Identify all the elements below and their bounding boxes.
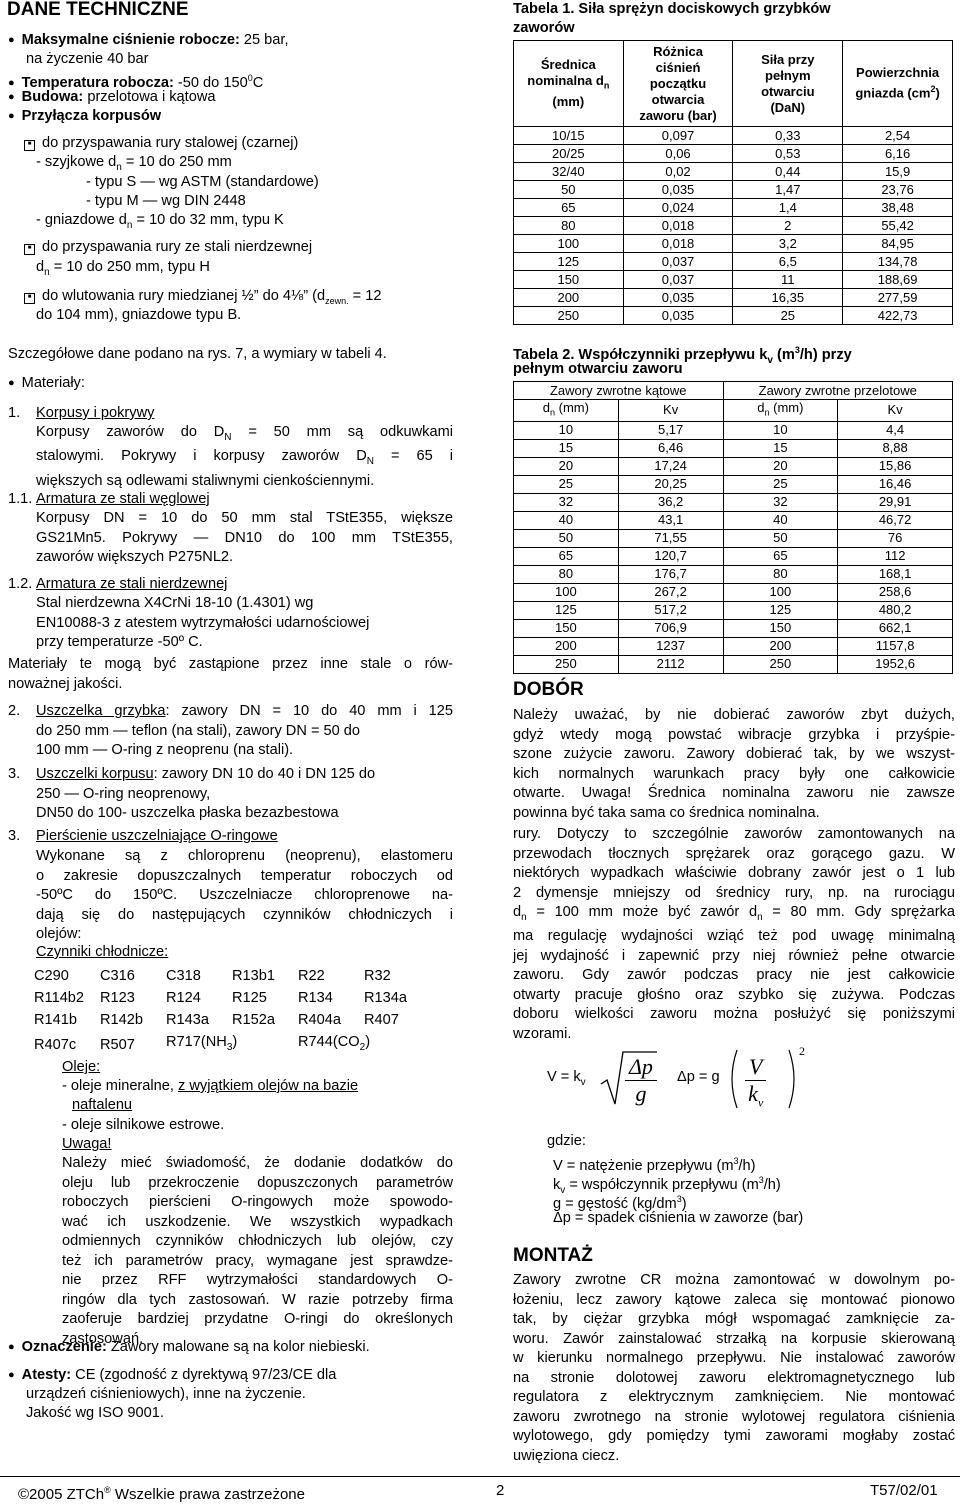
marking: ● Oznaczenie: Zawory malowane są na kolor niebieski. (8, 1338, 370, 1359)
table-cell: 65 (723, 547, 838, 565)
footer (0, 1476, 960, 1504)
table-cell: 50 (723, 529, 838, 547)
where-label: gdzie: (547, 1133, 586, 1149)
table-cell: 80 (723, 565, 838, 583)
table-cell: 15 (514, 439, 619, 457)
def-g: g = gęstość $(kg/dm^3)$ (553, 1194, 687, 1212)
table-cell: 4,4 (838, 421, 953, 439)
table2-body (514, 421, 953, 673)
table-cell: 0,035 (623, 307, 733, 325)
table-cell: 1157,8 (838, 637, 953, 655)
m11-num: 1.1. (8, 491, 33, 507)
table-cell: 50 (514, 181, 624, 199)
table-cell: 43,1 (618, 511, 723, 529)
table-cell: 100 (514, 583, 619, 601)
table-cell: 277,59 (843, 289, 953, 307)
table-cell: 8,88 (838, 439, 953, 457)
oils-title: Oleje: (62, 1059, 101, 1075)
table2-group-angle: Zawory zwrotne kątowe (514, 382, 724, 400)
oils-line-1: - oleje mineralne, z wyjątkiem olejów na bazie (62, 1078, 359, 1094)
mounting-text: Zawory zwrotne CR można zamontować w dowolnym po- łożeniu, lecz zawory kątowe zaleca się montować pionowo tak, by ciężar grzybka mógł wspomagać zamknięcie za- woru. Zawór zainstalować strzałką na korpusie skierowaną w kierunku normalnego przepływu. Nie instalować zaworów na stronie dolotowej zaworu elektromagnetycznego lub regulatora z elektrycznym zamknięciem. Nie montować zaworu zwrotnego na stronie wylotowej regulatora ciśnienia wylotowego, gdy pomiędzy tymi zaworami mogłaby zostać uwięziona ciecz. (513, 1272, 955, 1464)
table1-header-pressure: Różnica ciśnień początku otwarcia zaworu (bar) (623, 41, 733, 127)
s3-num: 3. (8, 766, 21, 782)
spec-max-pressure: ● Maksymalne ciśnienie robocze: 25 bar, (8, 31, 289, 52)
table-cell: 0,018 (623, 235, 733, 253)
table-cell: 32/40 (514, 163, 624, 181)
table-cell: 188,69 (843, 271, 953, 289)
table-cell: 100 (514, 235, 624, 253)
table1-row (514, 127, 953, 145)
m12-num: 1.2. (8, 576, 33, 592)
formula-exp: 2 (799, 1044, 805, 1058)
table1-header-row (514, 41, 953, 127)
table-cell: 0,06 (623, 145, 733, 163)
table-cell: 100 (723, 583, 838, 601)
conn-nest: - gniazdowe $d_n = 10$ do 32 mm, typu K (36, 212, 284, 231)
table-cell: 16,35 (733, 289, 843, 307)
table-cell: 50 (514, 529, 619, 547)
s2-num: 2. (8, 703, 21, 719)
conn-type-m: - typu M — wg DIN 2448 (86, 193, 246, 209)
table2-row (514, 565, 953, 583)
table1-row (514, 253, 953, 271)
table-cell: 1,47 (733, 181, 843, 199)
table-cell: 1952,6 (838, 655, 953, 673)
footer-doc-code: T57/02/01 (870, 1482, 938, 1499)
table1-row (514, 181, 953, 199)
table-cell: 17,24 (618, 457, 723, 475)
table-cell: 0,037 (623, 253, 733, 271)
table-cell: 84,95 (843, 235, 953, 253)
table1-body (514, 127, 953, 325)
conn-socket: - szyjkowe $d_n = 10$ do 250 mm (36, 154, 232, 173)
page-title: DANE TECHNICZNE (7, 0, 189, 20)
table2-row (514, 529, 953, 547)
table-cell: 38,48 (843, 199, 953, 217)
m11-title: Armatura ze stali węglowej (36, 491, 210, 507)
note-text: Należy mieć świadomość, że dodanie dodatków do oleju lub przekroczenie dopuszczonych parametrów roboczych pierścieni O-ringowych może spowodo- wać ich uszkodzenie. We wszystkich wypadkach odmiennych czynników chłodniczych lub olejów, czy też ich parametrów pracy, wymagane jest sprawdze- nie przez RFF wytrzymałości standardowych O- ringów dla tych zastosowań. W razie potrzeby firma zaoferuje bardziej przydatne O-ringi do określonych zastosowań. (62, 1155, 453, 1347)
table-cell: 10/15 (514, 127, 624, 145)
s3-text: Uszczelki korpusu: zawory DN 10 do 40 i DN 125 do 250 — O-ring neoprenowy, DN50 do 100- uszczelka płaska bezazbestowa (36, 766, 376, 821)
table-cell: 250 (723, 655, 838, 673)
table-cell: 80 (514, 217, 624, 235)
table-cell: 0,024 (623, 199, 733, 217)
table-cell: 76 (838, 529, 953, 547)
table-cell: 176,7 (618, 565, 723, 583)
table-cell: 65 (514, 547, 619, 565)
table2-row (514, 493, 953, 511)
table-cell: 250 (514, 307, 624, 325)
table1-row (514, 235, 953, 253)
table-cell: 20,25 (618, 475, 723, 493)
table-cell: 32 (514, 493, 619, 511)
table-cell: 20 (514, 457, 619, 475)
table-cell: 46,72 (838, 511, 953, 529)
footer-copyright: ©2005 ZTCh® Wszelkie prawa zastrzeżone (18, 1485, 305, 1503)
table2-row (514, 583, 953, 601)
def-kv: $k_v$ = współczynnik przepływu $(m^3/h)$ (553, 1175, 781, 1196)
table2-row (514, 547, 953, 565)
table-cell: 55,42 (843, 217, 953, 235)
s2-text: Uszczelka grzybka: zawory DN = 10 do 40 mm i 125 do 250 mm — teflon (na stali), zawory DN = 50 do 100 mm — O-ring z neoprenu (na stali). (36, 703, 453, 758)
table-cell: 0,097 (623, 127, 733, 145)
table-cell: 267,2 (618, 583, 723, 601)
footer-page-number: 2 (496, 1482, 505, 1499)
table1-header-diameter: Średnica nominalna $d_n$ (mm) (514, 41, 624, 127)
table-cell: 0,33 (733, 127, 843, 145)
table2-row (514, 421, 953, 439)
table-cell: 134,78 (843, 253, 953, 271)
table-cell: 23,76 (843, 181, 953, 199)
table1-header-area: Powierzchnia gniazda $(cm^2)$ (843, 41, 953, 127)
table1-header-force: Siła przy pełnym otwarciu (DaN) (733, 41, 843, 127)
refrigerants-title: Czynniki chłodnicze: (36, 944, 169, 960)
formulas (547, 1046, 947, 1112)
formula-flow: $V = k_v$ (547, 1069, 586, 1088)
m12-title: Armatura ze stali nierdzewnej (36, 576, 228, 592)
table1 (513, 40, 953, 325)
s4-text: Wykonane są z chloroprenu (neoprenu), elastomeru o zakresie dopuszczalnych temperatur roboczych od -50ºC do 150ºC. Uszczelniacze chloroprenowe na- dają się do następujących czynników chłodniczych i olejów: (36, 848, 453, 942)
table-cell: 25 (723, 475, 838, 493)
table-cell: 0,035 (623, 289, 733, 307)
table-cell: 0,44 (733, 163, 843, 181)
table-cell: 25 (514, 475, 619, 493)
selection-text-2: rury. Dotyczy to szczególnie zaworów zamontowanych na przewodach tłocznych sprężarek oraz gorącego gazu. W niektórych wypadkach właściwie dobrany zawór jest o 1 lub 2 dymensje mniejszy od średnicy rury, np. na rurociągu $d_n = 100$ mm może być zawór $d_n = 80$ mm. Gdy sprężarka ma regulację wydajności wziąć też pod uwagę minimalną jej wydajność i zapewnić przy niej również pełne otwarcie zaworu. Gdy zawór podczas pracy nie jest całkowicie otwarty pracuje głośno oraz szybko się zużywa. Podczas doboru wielkości zaworu można posłużyć się poniższymi wzorami. (513, 826, 955, 1042)
table2-row (514, 439, 953, 457)
conn-solder-2: do 104 mm), gniazdowe typu B. (36, 307, 242, 323)
m11-text: Korpusy DN = 10 do 50 mm stal TStE355, większe GS21Mn5. Pokrywy — DN10 do 100 mm TStE355, zaworów większych P275NL2. (36, 510, 453, 565)
table-cell: 5,17 (618, 421, 723, 439)
selection-text: Należy uważać, by nie dobierać zaworów zbyt dużych, gdyż wtedy mogą powstać wibracje grzybka i przyśpie- szone zużycie zaworu. Zawory dobierać tak, by we wszyst- kich normalnych warunkach pracy były one całkowicie otwarte. Uwaga! Średnica nominalna zaworu nie zawsze powinna być taka sama co średnica nominalna. (513, 707, 955, 821)
table-cell: 10 (514, 421, 619, 439)
table1-row (514, 307, 953, 325)
m1-text: Korpusy zaworów do $D_N = 50$ mm są odkuwkami stalowymi. Pokrywy i korpusy zaworów $D_N = 65$ i większych są odlewami staliwnymi cienkościennymi. (36, 424, 453, 489)
table2-row (514, 457, 953, 475)
table-cell: 517,2 (618, 601, 723, 619)
def-v: V = natężenie przepływu $(m^3/h)$ (553, 1156, 756, 1174)
conn-ss-range: $d_n = 10$ do 250 mm, typu H (36, 259, 210, 278)
conn-welding-ss: ■ do przyspawania rury ze stali nierdzewnej (24, 238, 312, 258)
conn-solder: ■ do wlutowania rury miedzianej ½” do 4⅛” ($d_{zewn.} = 12$ (24, 287, 382, 311)
table-cell: 125 (514, 601, 619, 619)
table-cell: 11 (733, 271, 843, 289)
table-cell: 2112 (618, 655, 723, 673)
table-cell: 15 (723, 439, 838, 457)
table-cell: 662,1 (838, 619, 953, 637)
table-cell: 10 (723, 421, 838, 439)
table-cell: 40 (514, 511, 619, 529)
oils-line-3: - oleje silnikowe estrowe. (62, 1117, 225, 1133)
table-cell: 40 (723, 511, 838, 529)
detail-note: Szczegółowe dane podano na rys. 7, a wymiary w tabeli 4. (8, 346, 387, 362)
table-cell: 25 (733, 307, 843, 325)
table-cell: 15,9 (843, 163, 953, 181)
table-cell: 3,2 (733, 235, 843, 253)
table-cell: 480,2 (838, 601, 953, 619)
def-dp: Δp = spadek ciśnienia w zaworze (bar) (553, 1210, 804, 1226)
table-cell: 0,02 (623, 163, 733, 181)
table2-caption: Tabela 2. Współczynniki przepływu $k_v$ $(m^3/h)$ przy (513, 345, 852, 366)
table-cell: 15,86 (838, 457, 953, 475)
table-cell: 0,037 (623, 271, 733, 289)
mounting-title: MONTAŻ (513, 1245, 593, 1266)
table2-caption-2: pełnym otwarciu zaworu (513, 361, 683, 377)
table1-row (514, 289, 953, 307)
table-cell: 16,46 (838, 475, 953, 493)
table-cell: 125 (723, 601, 838, 619)
oils-line-2: naftalenu (72, 1097, 133, 1113)
m1-num: 1. (8, 405, 21, 421)
replace-note: Materiały te mogą być zastąpione przez inne stale o rów- noważnej jakości. (8, 656, 453, 692)
table2-row (514, 511, 953, 529)
formula-dp-fraction: $\frac{V}{k_v}$ (745, 1054, 766, 1115)
table-cell: 150 (514, 619, 619, 637)
table-cell: 65 (514, 199, 624, 217)
table-cell: 29,91 (838, 493, 953, 511)
table-cell: 1,4 (733, 199, 843, 217)
refrigerants-table: C290 C316 C318 R13b1 R22 R32 R114b2 R123 R124 R125 R134 R134a R141b R142b R143a R152a R404a R407 R407c R507 $R717(NH_3)$ $R744(CO_2)$ (34, 968, 408, 1053)
table-cell: 200 (723, 637, 838, 655)
table-cell: 36,2 (618, 493, 723, 511)
table-cell: 150 (514, 271, 624, 289)
table-cell: 6,5 (733, 253, 843, 271)
table2-group-straight: Zawory zwrotne przelotowe (723, 382, 953, 400)
table-cell: 20 (723, 457, 838, 475)
table-cell: 80 (514, 565, 619, 583)
spec-connections: ● Przyłącza korpusów (8, 107, 161, 128)
table-cell: 150 (723, 619, 838, 637)
table-cell: 2,54 (843, 127, 953, 145)
table-cell: 0,018 (623, 217, 733, 235)
table2-row (514, 619, 953, 637)
table2-group-row (514, 382, 953, 400)
formula-flow-fraction: $\frac{\Delta p}{g}$ (625, 1054, 657, 1107)
table-cell: 1237 (618, 637, 723, 655)
table1-row (514, 217, 953, 235)
note-title: Uwaga! (62, 1136, 112, 1152)
table-cell: 112 (838, 547, 953, 565)
table-cell: 0,035 (623, 181, 733, 199)
table1-row (514, 271, 953, 289)
conn-welding-steel: ■ do przyspawania rury stalowej (czarnej) (24, 134, 298, 154)
selection-title: DOBÓR (513, 679, 584, 700)
certs-line-3: Jakość wg ISO 9001. (26, 1405, 164, 1421)
m12-text: Stal nierdzewna X4CrNi 18-10 (1.4301) wg EN10088-3 z atestem wytrzymałości udarnościowej przy temperaturze -50º C. (36, 595, 370, 650)
conn-type-s: - typu S — wg ASTM (standardowe) (86, 174, 319, 190)
formula-dp: Δp = g (677, 1069, 720, 1085)
spec-temperature: ● Temperatura robocza: -50 do $150^0C$ (8, 69, 263, 94)
spec-construction: ● Budowa: przelotowa i kątowa (8, 88, 216, 109)
table2-row (514, 601, 953, 619)
certs: ● Atesty: CE (zgodność z dyrektywą 97/23/CE dla (8, 1366, 336, 1387)
table1-row (514, 199, 953, 217)
spec-max-pressure-alt: na życzenie 40 bar (26, 51, 149, 67)
table-cell: 422,73 (843, 307, 953, 325)
table2-row (514, 655, 953, 673)
table-cell: 258,6 (838, 583, 953, 601)
table-cell: 2 (733, 217, 843, 235)
table-cell: 168,1 (838, 565, 953, 583)
table-cell: 6,16 (843, 145, 953, 163)
m1-title: Korpusy i pokrywy (36, 405, 155, 421)
table2-sub-row: $d_n$ (mm) Kv $d_n$ (mm) Kv (514, 400, 953, 422)
materials-heading: ● Materiały: (8, 374, 85, 395)
table-cell: 71,55 (618, 529, 723, 547)
table-cell: 120,7 (618, 547, 723, 565)
s4-num: 3. (8, 828, 21, 844)
table1-caption-2: zaworów (513, 20, 575, 36)
s4-title: Pierścienie uszczelniające O-ringowe (36, 828, 278, 844)
table-cell: 32 (723, 493, 838, 511)
table-cell: 6,46 (618, 439, 723, 457)
table-cell: 200 (514, 289, 624, 307)
table-cell: 250 (514, 655, 619, 673)
table-cell: 200 (514, 637, 619, 655)
table-cell: 0,53 (733, 145, 843, 163)
table2-row (514, 637, 953, 655)
table-cell: 20/25 (514, 145, 624, 163)
certs-line-2: urządzeń ciśnieniowych), inne na życzenie. (26, 1386, 306, 1402)
table1-row (514, 163, 953, 181)
table2-row (514, 475, 953, 493)
table2 (513, 381, 953, 674)
table-cell: 125 (514, 253, 624, 271)
table1-row (514, 145, 953, 163)
table-cell: 706,9 (618, 619, 723, 637)
table1-caption: Tabela 1. Siła sprężyn dociskowych grzybków (513, 1, 831, 17)
